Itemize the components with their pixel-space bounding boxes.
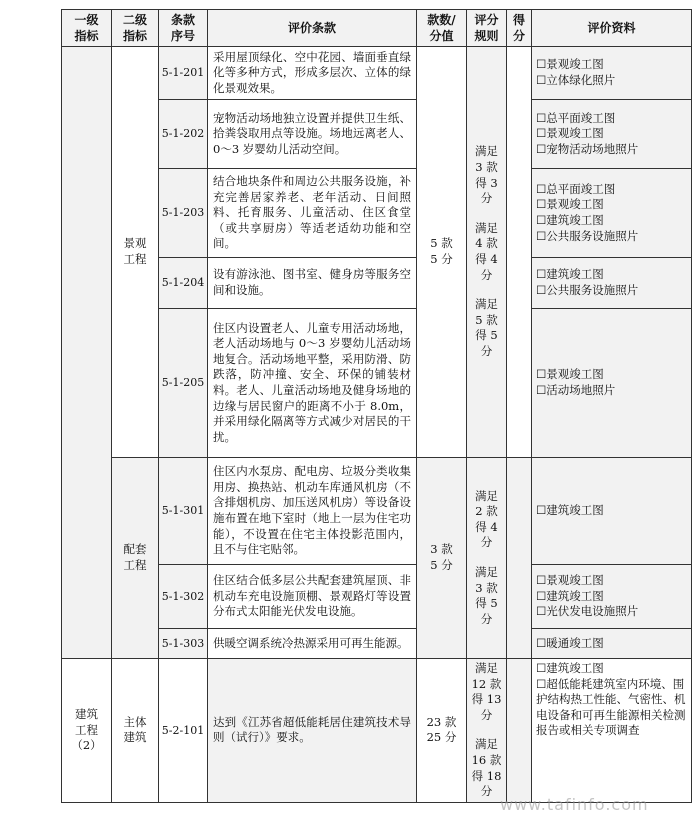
rule-supporting-2: 满足 3 款 得 5 分	[475, 565, 498, 626]
clause-code: 5-1-301	[159, 458, 208, 565]
material-item: ☐公共服务设施照片	[536, 228, 639, 243]
clause-text: 宠物活动场地独立设置并提供卫生纸、拾粪袋取用点等设施。场地远离老人、0～3 岁婴幼儿活动空间。	[208, 100, 417, 169]
header-materials: 评价资料	[532, 10, 692, 47]
header-clause: 评价条款	[208, 10, 417, 47]
material-item: ☐景观竣工图	[536, 573, 604, 588]
header-score: 得 分	[507, 10, 532, 47]
count-landscape: 5 款 5 分	[417, 47, 467, 458]
clause-code: 5-1-205	[159, 309, 208, 458]
rule-building	[467, 659, 507, 803]
rule-landscape-3: 满足 5 款 得 5 分	[475, 297, 498, 358]
table-row	[62, 458, 692, 565]
material-item: ☐活动场地照片	[536, 383, 616, 397]
rule-building-1: 满足 12 款 得 13 分	[471, 661, 502, 722]
clause-text: 住区结合低多层公共配套建筑屋顶、非机动车充电设施顶棚、景观路灯等设置分布式太阳能光伏发电设施。	[208, 565, 417, 629]
header-level1: 一级 指标	[62, 10, 112, 47]
clause-text: 住区内水泵房、配电房、垃圾分类收集用房、换热站、机动车库通风机房（不含排烟机房、加压送风机房）等设备设施布置在地下室时（地上一层为住宅功能），不设置在住宅主体投影范围内，且不与住宅贴邻。	[208, 458, 417, 565]
material-item: ☐总平面竣工图	[536, 110, 616, 125]
material-item: ☐景观竣工图	[536, 126, 604, 141]
materials-cell	[532, 169, 692, 258]
clause-code: 5-1-303	[159, 629, 208, 659]
count-supporting: 3 款 5 分	[417, 458, 467, 659]
rule-building-2: 满足 16 款 得 18 分	[471, 737, 502, 799]
material-item: ☐建筑竣工图	[536, 213, 604, 227]
material-item: ☐建筑竣工图	[536, 503, 604, 518]
material-item: ☐总平面竣工图	[536, 181, 616, 196]
rule-supporting-1: 满足 2 款 得 4 分	[475, 488, 498, 550]
score-building	[507, 659, 532, 803]
score-supporting	[507, 458, 532, 659]
material-item: ☐建筑竣工图	[536, 661, 604, 675]
header-level2: 二级 指标	[112, 10, 159, 47]
materials-cell	[532, 258, 692, 309]
material-item: ☐建筑竣工图	[536, 588, 604, 603]
clause-code: 5-1-203	[159, 169, 208, 258]
header-count: 款数/ 分值	[417, 10, 467, 47]
table-row	[62, 47, 692, 100]
level2-landscape: 景观 工程	[112, 47, 159, 458]
level1-cell	[62, 47, 112, 659]
clause-code: 5-2-101	[159, 659, 208, 803]
material-item: ☐立体绿化照片	[536, 73, 616, 87]
clause-text: 达到《江苏省超低能耗居住建筑技术导则（试行）》要求。	[208, 659, 417, 803]
material-item: ☐建筑竣工图	[536, 267, 604, 282]
score-landscape	[507, 47, 532, 458]
material-item: ☐超低能耗建筑室内环境、围护结构热工性能、气密性、机电设备和可再生能源相关检测报告或相关专项调查	[536, 676, 686, 738]
evaluation-table	[61, 9, 692, 803]
material-item: ☐景观竣工图	[536, 367, 604, 382]
level2-building: 主体 建筑	[112, 659, 159, 803]
material-item: ☐景观竣工图	[536, 197, 604, 212]
watermark-text: www.tafinfo.com	[500, 795, 649, 814]
material-item: ☐景观竣工图	[536, 57, 604, 72]
rule-landscape	[467, 47, 507, 458]
clause-text: 结合地块条件和周边公共服务设施，补充完善居家养老、老年活动、日间照料、托育服务、儿童活动、住区食堂（或共享厨房）等适老适幼功能和空间。	[208, 169, 417, 258]
header-code: 条款 序号	[159, 10, 208, 47]
clause-text: 供暖空调系统冷热源采用可再生能源。	[208, 629, 417, 659]
rule-landscape-2: 满足 4 款 得 4 分	[475, 220, 498, 282]
material-item: ☐暖通竣工图	[536, 635, 604, 650]
materials-cell	[532, 659, 692, 803]
materials-cell	[532, 565, 692, 629]
table-row	[62, 659, 692, 803]
material-item: ☐光伏发电设施照片	[536, 604, 639, 619]
material-item: ☐宠物活动场地照片	[536, 141, 639, 156]
rule-landscape-1: 满足 3 款 得 3 分	[475, 144, 498, 206]
materials-cell	[532, 47, 692, 100]
header-row	[62, 10, 692, 47]
clause-code: 5-1-302	[159, 565, 208, 629]
clause-code: 5-1-202	[159, 100, 208, 169]
count-building: 23 款 25 分	[417, 659, 467, 803]
clause-code: 5-1-204	[159, 258, 208, 309]
materials-cell	[532, 458, 692, 565]
level1-building: 建筑 工程 （2）	[62, 659, 112, 803]
clause-code: 5-1-201	[159, 47, 208, 100]
material-item: ☐公共服务设施照片	[536, 283, 639, 297]
materials-cell	[532, 309, 692, 458]
rule-supporting	[467, 458, 507, 659]
clause-text: 采用屋顶绿化、空中花园、墙面垂直绿化等多种方式，形成多层次、立体的绿化景观效果。	[208, 47, 417, 100]
materials-cell	[532, 629, 692, 659]
clause-text: 住区内设置老人、儿童专用活动场地，老人活动场地与 0～3 岁婴幼儿活动场地复合。活动场地平整，采用防滑、防跌落，防冲撞、安全、环保的铺装材料。老人、儿童活动场地及健身场地的边缘与居民窗户的距离不小于 8.0m，并采用绿化隔离等方式减少对居民的干扰。	[208, 309, 417, 458]
clause-text: 设有游泳池、图书室、健身房等服务空间和设施。	[208, 258, 417, 309]
materials-cell	[532, 100, 692, 169]
header-rule: 评分 规则	[467, 10, 507, 47]
level2-supporting: 配套 工程	[112, 458, 159, 659]
